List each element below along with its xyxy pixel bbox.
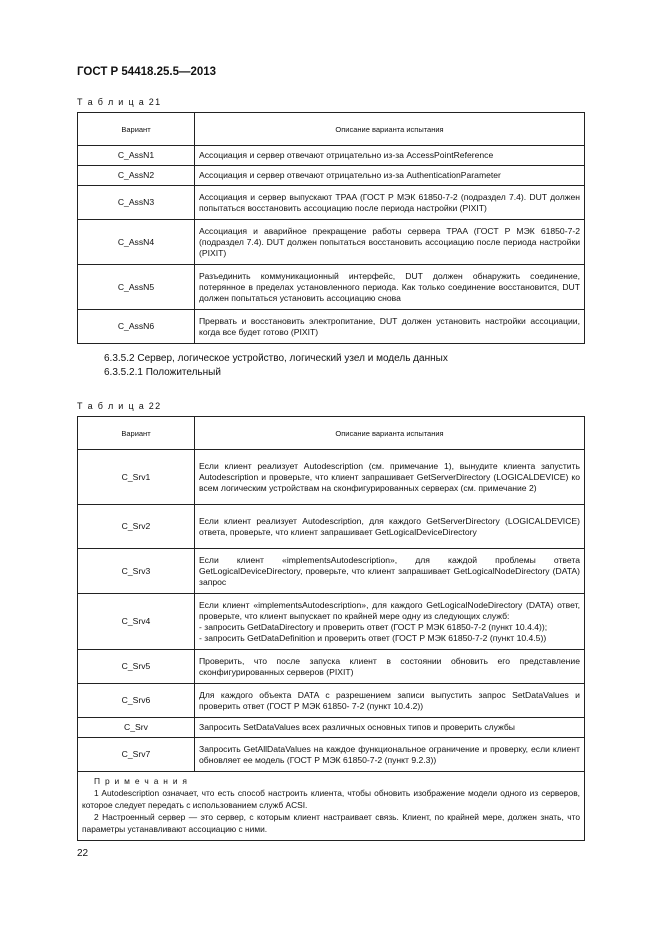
note-1: 1 Autodescription означает, что есть способ настроить клиента, чтобы обновить изображение модели одного из серверов, которое следует передать с использованием служб ACSI.	[82, 788, 580, 810]
description-cell: Если клиент реализует Autodescription, для каждого GetServerDirectory (LOGICALDEVICE) ответа, проверьте, что клиент запрашивает GetLogicalDeviceDirectory	[195, 505, 585, 549]
table-row	[78, 505, 585, 549]
column-header-variant: Вариант	[78, 113, 195, 146]
variant-cell: C_AssN3	[78, 186, 195, 220]
variant-cell: C_AssN6	[78, 310, 195, 344]
table-row	[78, 146, 585, 166]
page-number: 22	[77, 848, 89, 859]
description-cell: Запросить SetDataValues всех различных основных типов и проверить службы	[195, 718, 585, 738]
variant-cell: C_Srv1	[78, 450, 195, 505]
table-22	[77, 416, 585, 841]
subsection-heading: 6.3.5.2.1 Положительный	[104, 367, 221, 378]
description-cell: Ассоциация и сервер отвечают отрицательно из-за AuthenticationParameter	[195, 166, 585, 186]
description-cell: Разъединить коммуникационный интерфейс, DUT должен обнаружить соединение, потерянное в пределах установленного периода. Как только соединение восстановится, DUT должен попытаться установить ассоциацию снова	[195, 265, 585, 310]
table-21	[77, 112, 585, 344]
description-cell: Если клиент реализует Autodescription (см. примечание 1), вынудите клиента запустить Autodescription и проверьте, что клиент запрашивает GetServerDirectory (LOGICALDEVICE) ко всем логическим устройствам на сконфигурированных серверах (см. примечание 2)	[195, 450, 585, 505]
table-row	[78, 310, 585, 344]
variant-cell: C_Srv2	[78, 505, 195, 549]
table-row	[78, 186, 585, 220]
variant-cell: C_Srv7	[78, 738, 195, 772]
table-row	[78, 166, 585, 186]
variant-cell: C_AssN5	[78, 265, 195, 310]
table-row	[78, 265, 585, 310]
description-cell: Ассоциация и аварийное прекращение работы сервера TPAA (ГОСТ Р МЭК 61850-7-2 (подраздел 7.4). DUT должен попытаться восстановить ассоциацию после периода настройки (PIXIT)	[195, 220, 585, 265]
variant-cell: C_Srv6	[78, 684, 195, 718]
notes-title: П р и м е ч а н и я	[94, 776, 189, 786]
document-header: ГОСТ Р 54418.25.5—2013	[77, 66, 217, 78]
description-cell: Для каждого объекта DATA с разрешением записи выпустить запрос SetDataValues и проверить ответ (ГОСТ Р МЭК 61850- 7-2 (пункт 10.4.2))	[195, 684, 585, 718]
column-header-variant: Вариант	[78, 417, 195, 450]
table-row	[78, 450, 585, 505]
table-header-row	[78, 113, 585, 146]
table-21-caption: Т а б л и ц а 21	[77, 97, 162, 107]
table-row	[78, 718, 585, 738]
notes-row	[78, 772, 585, 841]
table-header-row	[78, 417, 585, 450]
variant-cell: C_Srv	[78, 718, 195, 738]
table-row	[78, 549, 585, 594]
variant-cell: C_Srv4	[78, 594, 195, 650]
description-cell: Ассоциация и сервер выпускают TPAA (ГОСТ Р МЭК 61850-7-2 (подраздел 7.4). DUT должен попытаться восстановить ассоциацию после периода настройки (PIXIT)	[195, 186, 585, 220]
table-row	[78, 738, 585, 772]
variant-cell: C_Srv3	[78, 549, 195, 594]
description-list-item: - запросить GetDataDefinition и проверить ответ (ГОСТ Р МЭК 61850-7-2 (пункт 10.4.5))	[199, 632, 547, 643]
column-header-description: Описание варианта испытания	[195, 417, 585, 450]
note-2: 2 Настроенный сервер — это сервер, с которым клиент настраивает связь. Клиент, по крайней мере, должен знать, что параметры устанавливают ассоциацию с ними.	[82, 812, 580, 834]
description-cell: Ассоциация и сервер отвечают отрицательно из-за AccessPointReference	[195, 146, 585, 166]
description-cell: Прервать и восстановить электропитание, DUT должен установить настройки ассоциации, когда все будет готово (PIXIT)	[195, 310, 585, 344]
description-cell: Если клиент «implementsAutodescription», для каждой проблемы ответа GetLogicalDeviceDirectory, проверьте, что клиент запрашивает GetLogicalNodeDirectory (DATA) запрос	[195, 549, 585, 594]
table-row	[78, 684, 585, 718]
description-cell: Проверить, что после запуска клиент в состоянии обновить его представление сконфигурированных серверов (PIXIT)	[195, 650, 585, 684]
table-row	[78, 220, 585, 265]
table-row	[78, 650, 585, 684]
section-heading: 6.3.5.2 Сервер, логическое устройство, логический узел и модель данных	[104, 353, 448, 364]
notes-cell	[78, 772, 585, 841]
description-cell	[195, 594, 585, 650]
description-cell: Запросить GetAllDataValues на каждое функциональное ограничение и проверку, если клиент обновляет ее модель (ГОСТ Р МЭК 61850-7-2 (пункт 9.2.3))	[195, 738, 585, 772]
variant-cell: C_Srv5	[78, 650, 195, 684]
variant-cell: C_AssN4	[78, 220, 195, 265]
description-text: Если клиент «implementsAutodescription», для каждого GetLogicalNodeDirectory (DATA) ответ, проверьте, что клиент выпускает по крайней мере одну из следующих служб:	[199, 599, 580, 621]
column-header-description: Описание варианта испытания	[195, 113, 585, 146]
variant-cell: C_AssN2	[78, 166, 195, 186]
table-22-caption: Т а б л и ц а 22	[77, 401, 162, 411]
variant-cell: C_AssN1	[78, 146, 195, 166]
table-row	[78, 594, 585, 650]
description-list-item: - запросить GetDataDirectory и проверить ответ (ГОСТ Р МЭК 61850-7-2 (пункт 10.4.4));	[199, 621, 548, 632]
